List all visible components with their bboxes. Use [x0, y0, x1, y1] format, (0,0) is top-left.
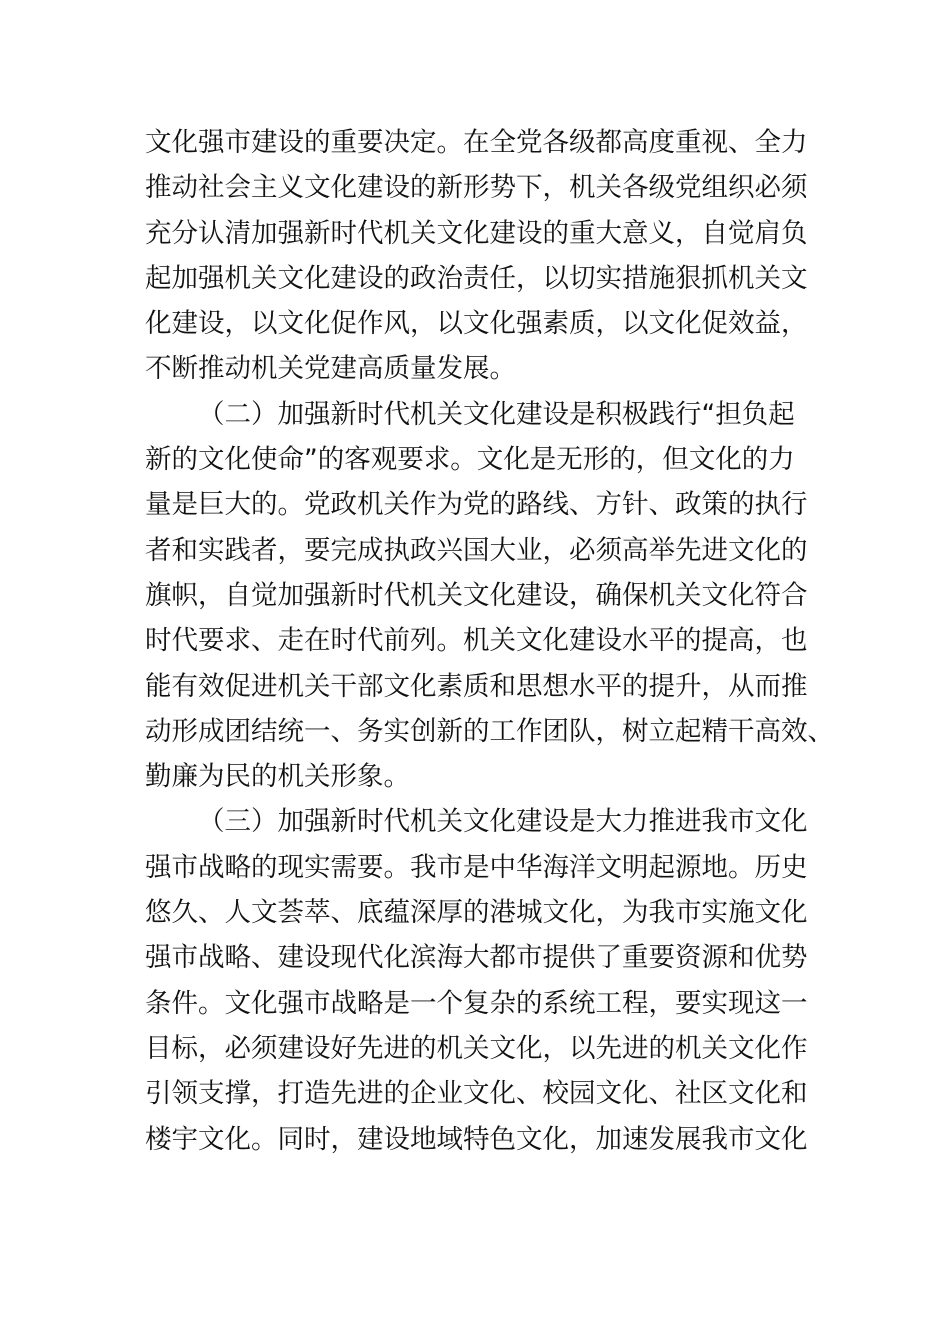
text-line: 强市战略的现实需要。我市是中华海洋文明起源地。历史	[145, 851, 808, 883]
section-heading-line: （二）加强新时代机关文化建设是积极践行“担负起	[198, 398, 795, 430]
text-line: 悠久、人文荟萃、底蕴深厚的港城文化，为我市实施文化	[145, 897, 808, 929]
text-line: 化建设，以文化促作风，以文化强素质，以文化促效益，	[145, 308, 808, 340]
text-line: 充分认清加强新时代机关文化建设的重大意义，自觉肩负	[145, 217, 808, 249]
section-heading-line: （三）加强新时代机关文化建设是大力推进我市文化	[198, 806, 808, 838]
text-line: 目标，必须建设好先进的机关文化，以先进的机关文化作	[145, 1032, 808, 1064]
text-line: 量是巨大的。党政机关作为党的路线、方针、政策的执行	[145, 489, 808, 521]
text-line: 勤廉为民的机关形象。	[145, 761, 410, 793]
text-line: 起加强机关文化建设的政治责任，以切实措施狠抓机关文	[145, 262, 808, 294]
text-line: 旗帜，自觉加强新时代机关文化建设，确保机关文化符合	[145, 579, 808, 611]
text-line: 条件。文化强市战略是一个复杂的系统工程，要实现这一	[145, 987, 808, 1019]
text-line: 时代要求、走在时代前列。机关文化建设水平的提高，也	[145, 625, 808, 657]
text-line: 推动社会主义文化建设的新形势下，机关各级党组织必须	[145, 172, 808, 204]
text-line: 文化强市建设的重要决定。在全党各级都高度重视、全力	[145, 127, 808, 158]
text-line: 不断推动机关党建高质量发展。	[145, 353, 516, 385]
text-line: 引领支撑，打造先进的企业文化、校园文化、社区文化和	[145, 1078, 808, 1110]
text-line: 能有效促进机关干部文化素质和思想水平的提升，从而推	[145, 670, 808, 702]
body-text	[145, 120, 834, 1162]
text-line: 动形成团结统一、务实创新的工作团队，树立起精干高效、	[145, 715, 834, 747]
text-line: 者和实践者，要完成执政兴国大业，必须高举先进文化的	[145, 534, 808, 566]
text-line: 强市战略、建设现代化滨海大都市提供了重要资源和优势	[145, 942, 808, 974]
text-line: 楼宇文化。同时，建设地域特色文化，加速发展我市文化	[145, 1123, 808, 1155]
text-line: 新的文化使命”的客观要求。文化是无形的，但文化的力	[145, 444, 795, 476]
